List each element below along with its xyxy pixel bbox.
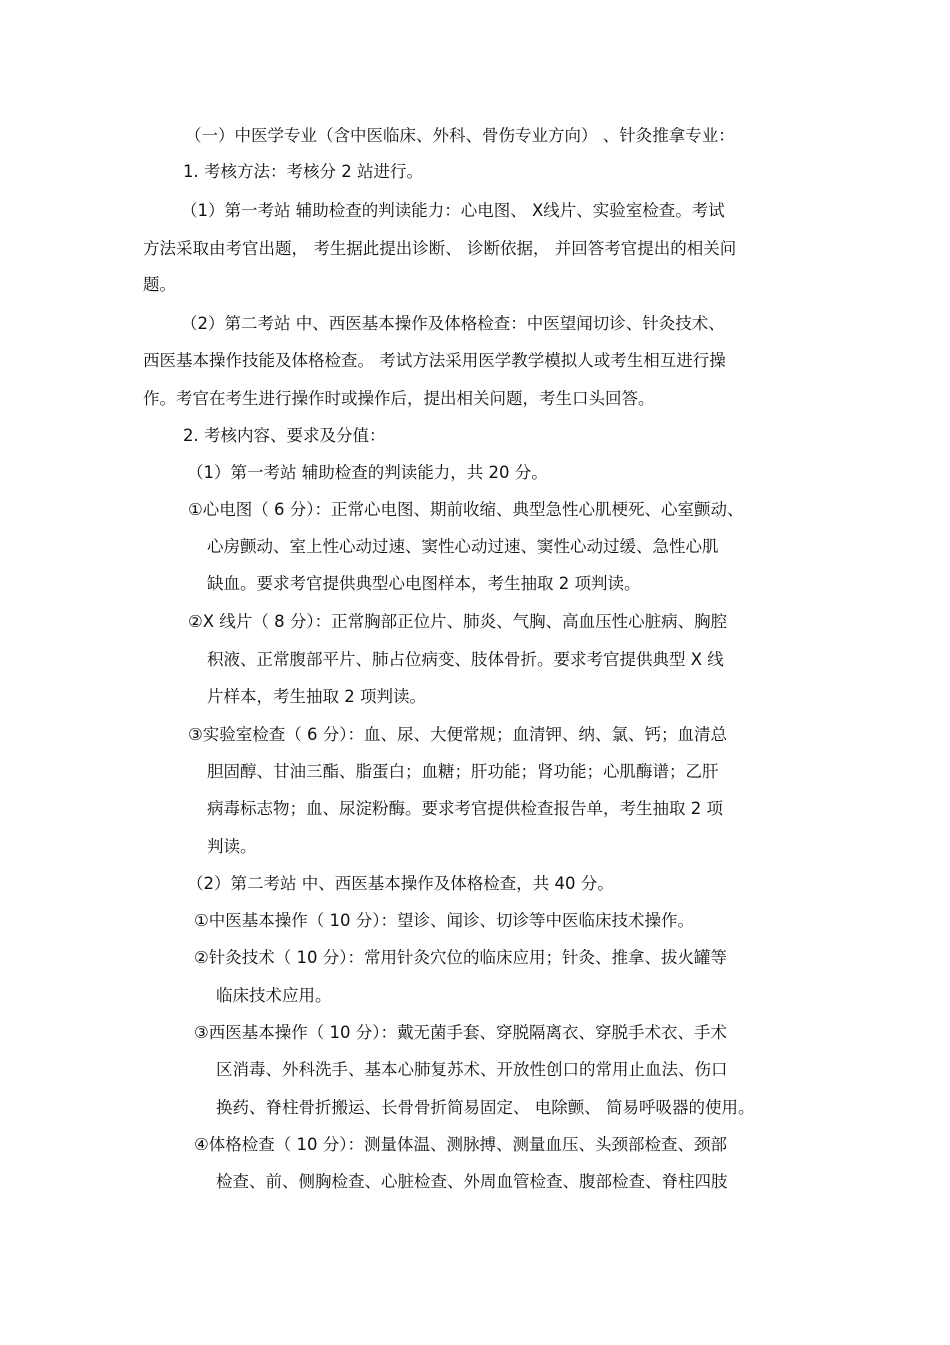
list-item-continuation: 片样本，考生抽取 2 项判读。 [207,687,426,706]
paragraph-line: 题。 [143,275,176,294]
list-item: ②X 线片（ 8 分）：正常胸部正位片、肺炎、气胸、高血压性心脏病、胸腔 [188,612,728,631]
station-heading: （1）第一考站 辅助检查的判读能力，共 20 分。 [187,463,548,482]
list-item: ②针灸技术（ 10 分）：常用针灸穴位的临床应用；针灸、推拿、拔火罐等 [194,948,728,967]
list-item-continuation: 缺血。要求考官提供典型心电图样本，考生抽取 2 项判读。 [207,574,641,593]
list-item-continuation: 区消毒、外科洗手、基本心肺复苏术、开放性创口的常用止血法、伤口 [216,1060,728,1079]
list-item-continuation: 临床技术应用。 [216,986,332,1005]
list-item-continuation: 判读。 [207,837,257,856]
list-item: ①心电图（ 6 分）：正常心电图、期前收缩、典型急性心肌梗死、心室颤动、 [188,500,744,519]
content-heading: 2. 考核内容、要求及分值： [183,426,386,445]
list-item-continuation: 换药、脊柱骨折搬运、长骨骨折简易固定、 电除颤、 简易呼吸器的使用。 [216,1098,755,1117]
paragraph-line: 西医基本操作技能及体格检查。 考试方法采用医学教学模拟人或考生相互进行操 [143,351,726,370]
paragraph-line: （2）第二考站 中、西医基本操作及体格检查：中医望闻切诊、针灸技术、 [181,314,725,333]
list-item-continuation: 积液、正常腹部平片、肺占位病变、肢体骨折。要求考官提供典型 X 线 [207,650,724,669]
list-item-continuation: 病毒标志物；血、尿淀粉酶。要求考官提供检查报告单，考生抽取 2 项 [207,799,723,818]
paragraph-line: （1）第一考站 辅助检查的判读能力：心电图、 X线片、实验室检查。考试 [181,201,725,220]
section-heading: （一）中医学专业（含中医临床、外科、骨伤专业方向） 、针灸推拿专业： [185,126,735,145]
paragraph-line: 方法采取由考官出题， 考生据此提出诊断、 诊断依据， 并回答考官提出的相关问 [143,239,737,258]
list-item: ③西医基本操作（ 10 分）：戴无菌手套、穿脱隔离衣、穿脱手术衣、手术 [194,1023,728,1042]
list-item: ③实验室检查（ 6 分）：血、尿、大便常规；血清钾、纳、氯、钙；血清总 [188,725,728,744]
list-item: ①中医基本操作（ 10 分）：望诊、闻诊、切诊等中医临床技术操作。 [194,911,695,930]
list-item: ④体格检查（ 10 分）：测量体温、测脉搏、测量血压、头颈部检查、颈部 [194,1135,728,1154]
method-heading: 1. 考核方法：考核分 2 站进行。 [183,162,423,181]
list-item-continuation: 检查、前、侧胸检查、心脏检查、外周血管检查、腹部检查、脊柱四肢 [216,1172,728,1191]
station-heading: （2）第二考站 中、西医基本操作及体格检查，共 40 分。 [187,874,614,893]
paragraph-line: 作。考官在考生进行操作时或操作后，提出相关问题，考生口头回答。 [143,389,655,408]
list-item-continuation: 心房颤动、室上性心动过速、窦性心动过速、窦性心动过缓、急性心肌 [207,537,719,556]
list-item-continuation: 胆固醇、甘油三酯、脂蛋白；血糖；肝功能；肾功能；心肌酶谱；乙肝 [207,762,719,781]
